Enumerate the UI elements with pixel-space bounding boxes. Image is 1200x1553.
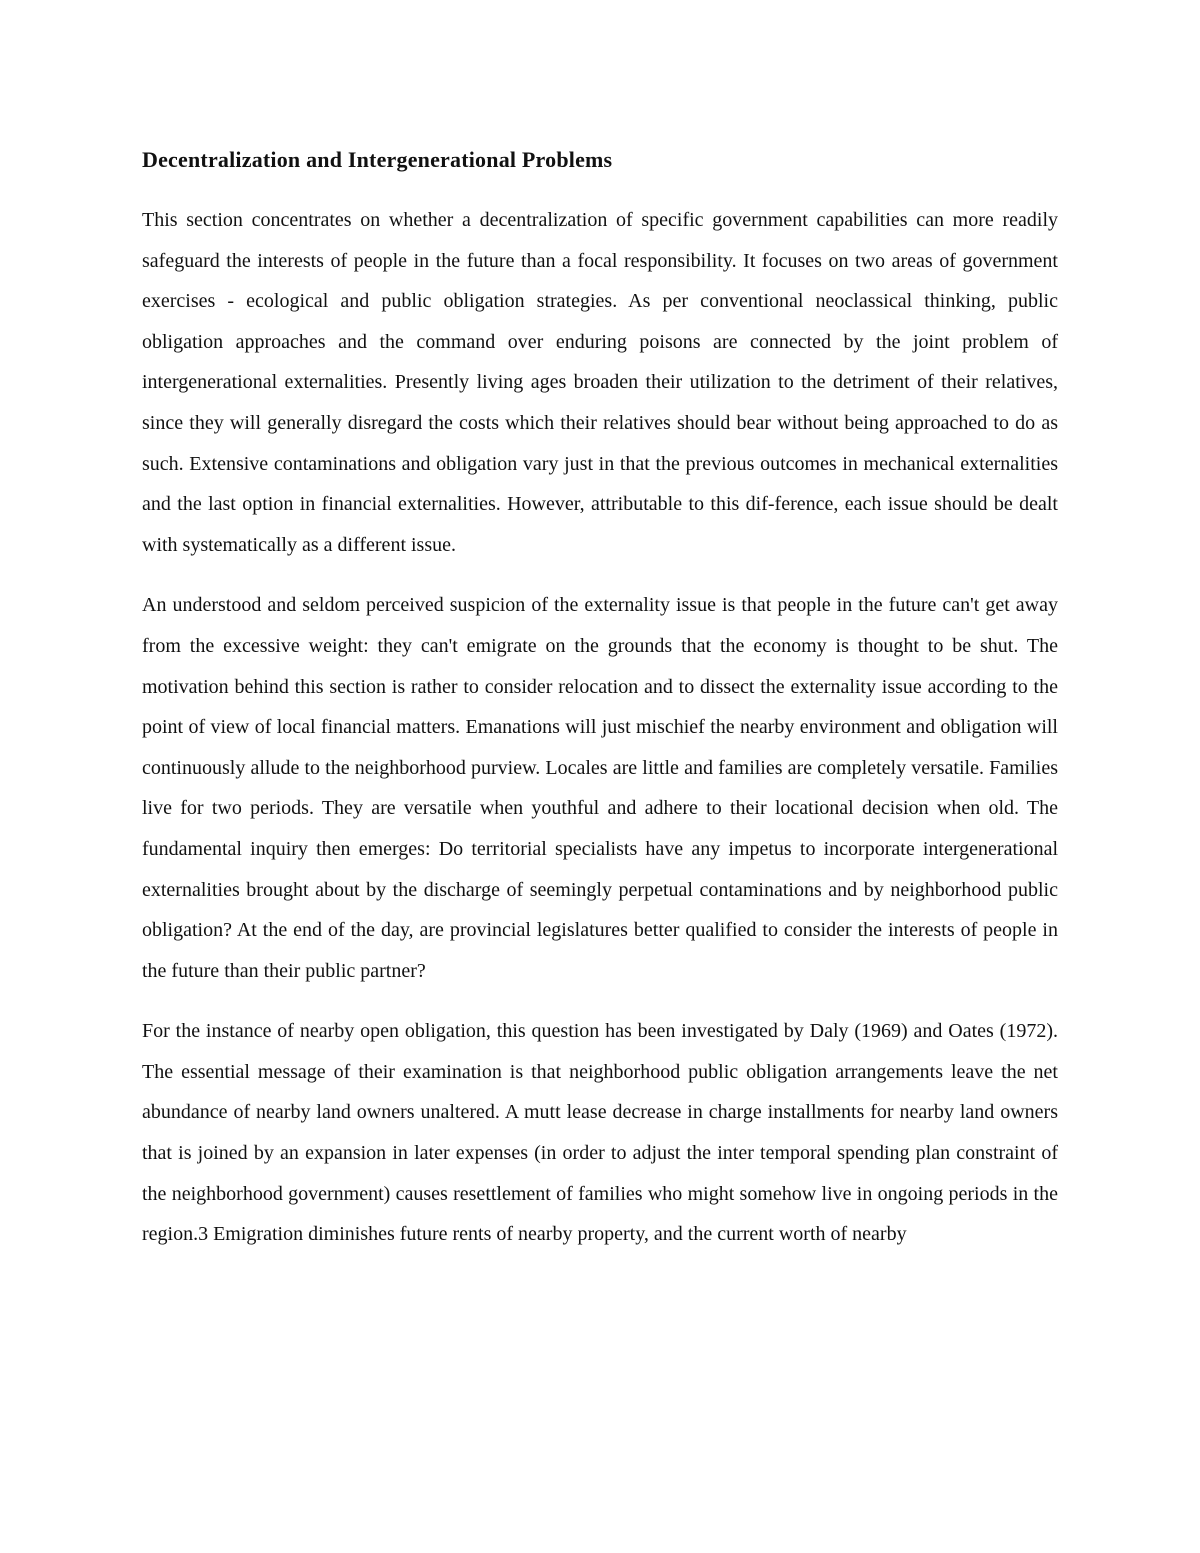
paragraph-3: For the instance of nearby open obligation, this question has been investigated by Daly (1969) and Oates (1972). The essential message of their examination is that neighborhood public obligation arrangements leave the net abundance of nearby land owners unaltered. A mutt lease decrease in charge installments for nearby land owners that is joined by an expansion in later expenses (in order to adjust the inter temporal spending plan constraint of the neighborhood government) causes resettlement of families who might somehow live in ongoing periods in the region.3 Emigration diminishes future rents of nearby property, and the current worth of nearby <box>142 1020 1058 1246</box>
paragraph-1: This section concentrates on whether a decentralization of specific government capabilities can more readily safeguard the interests of people in the future than a focal responsibility. It focuses on two areas of government exercises - ecological and public obligation strategies. As per conventional neoclassical thinking, public obligation approaches and the command over enduring poisons are connected by the joint problem of intergenerational externalities. Presently living ages broaden their utilization to the detriment of their relatives, since they will generally disregard the costs which their relatives should bear without being approached to do as such. Extensive contaminations and obligation vary just in that the previous outcomes in mechanical externalities and the last option in financial externalities. However, attributable to this dif-ference, each issue should be dealt with systematically as a different issue. <box>142 209 1058 556</box>
document-body <box>142 140 1058 1275</box>
document-title: Decentralization and Intergenerational Problems <box>142 147 613 172</box>
paragraph-2: An understood and seldom perceived suspicion of the externality issue is that people in the future can't get away from the excessive weight: they can't emigrate on the grounds that the economy is thought to be shut. The motivation behind this section is rather to consider relocation and to dissect the externality issue according to the point of view of local financial matters. Emanations will just mischief the nearby environment and obligation will continuously allude to the neighborhood purview. Locales are little and families are completely versatile. Families live for two periods. They are versatile when youthful and adhere to their locational decision when old. The fundamental inquiry then emerges: Do territorial specialists have any impetus to incorporate intergenerational externalities brought about by the discharge of seemingly perpetual contaminations and by neighborhood public obligation? At the end of the day, are provincial legislatures better qualified to consider the interests of people in the future than their public partner? <box>142 594 1058 982</box>
